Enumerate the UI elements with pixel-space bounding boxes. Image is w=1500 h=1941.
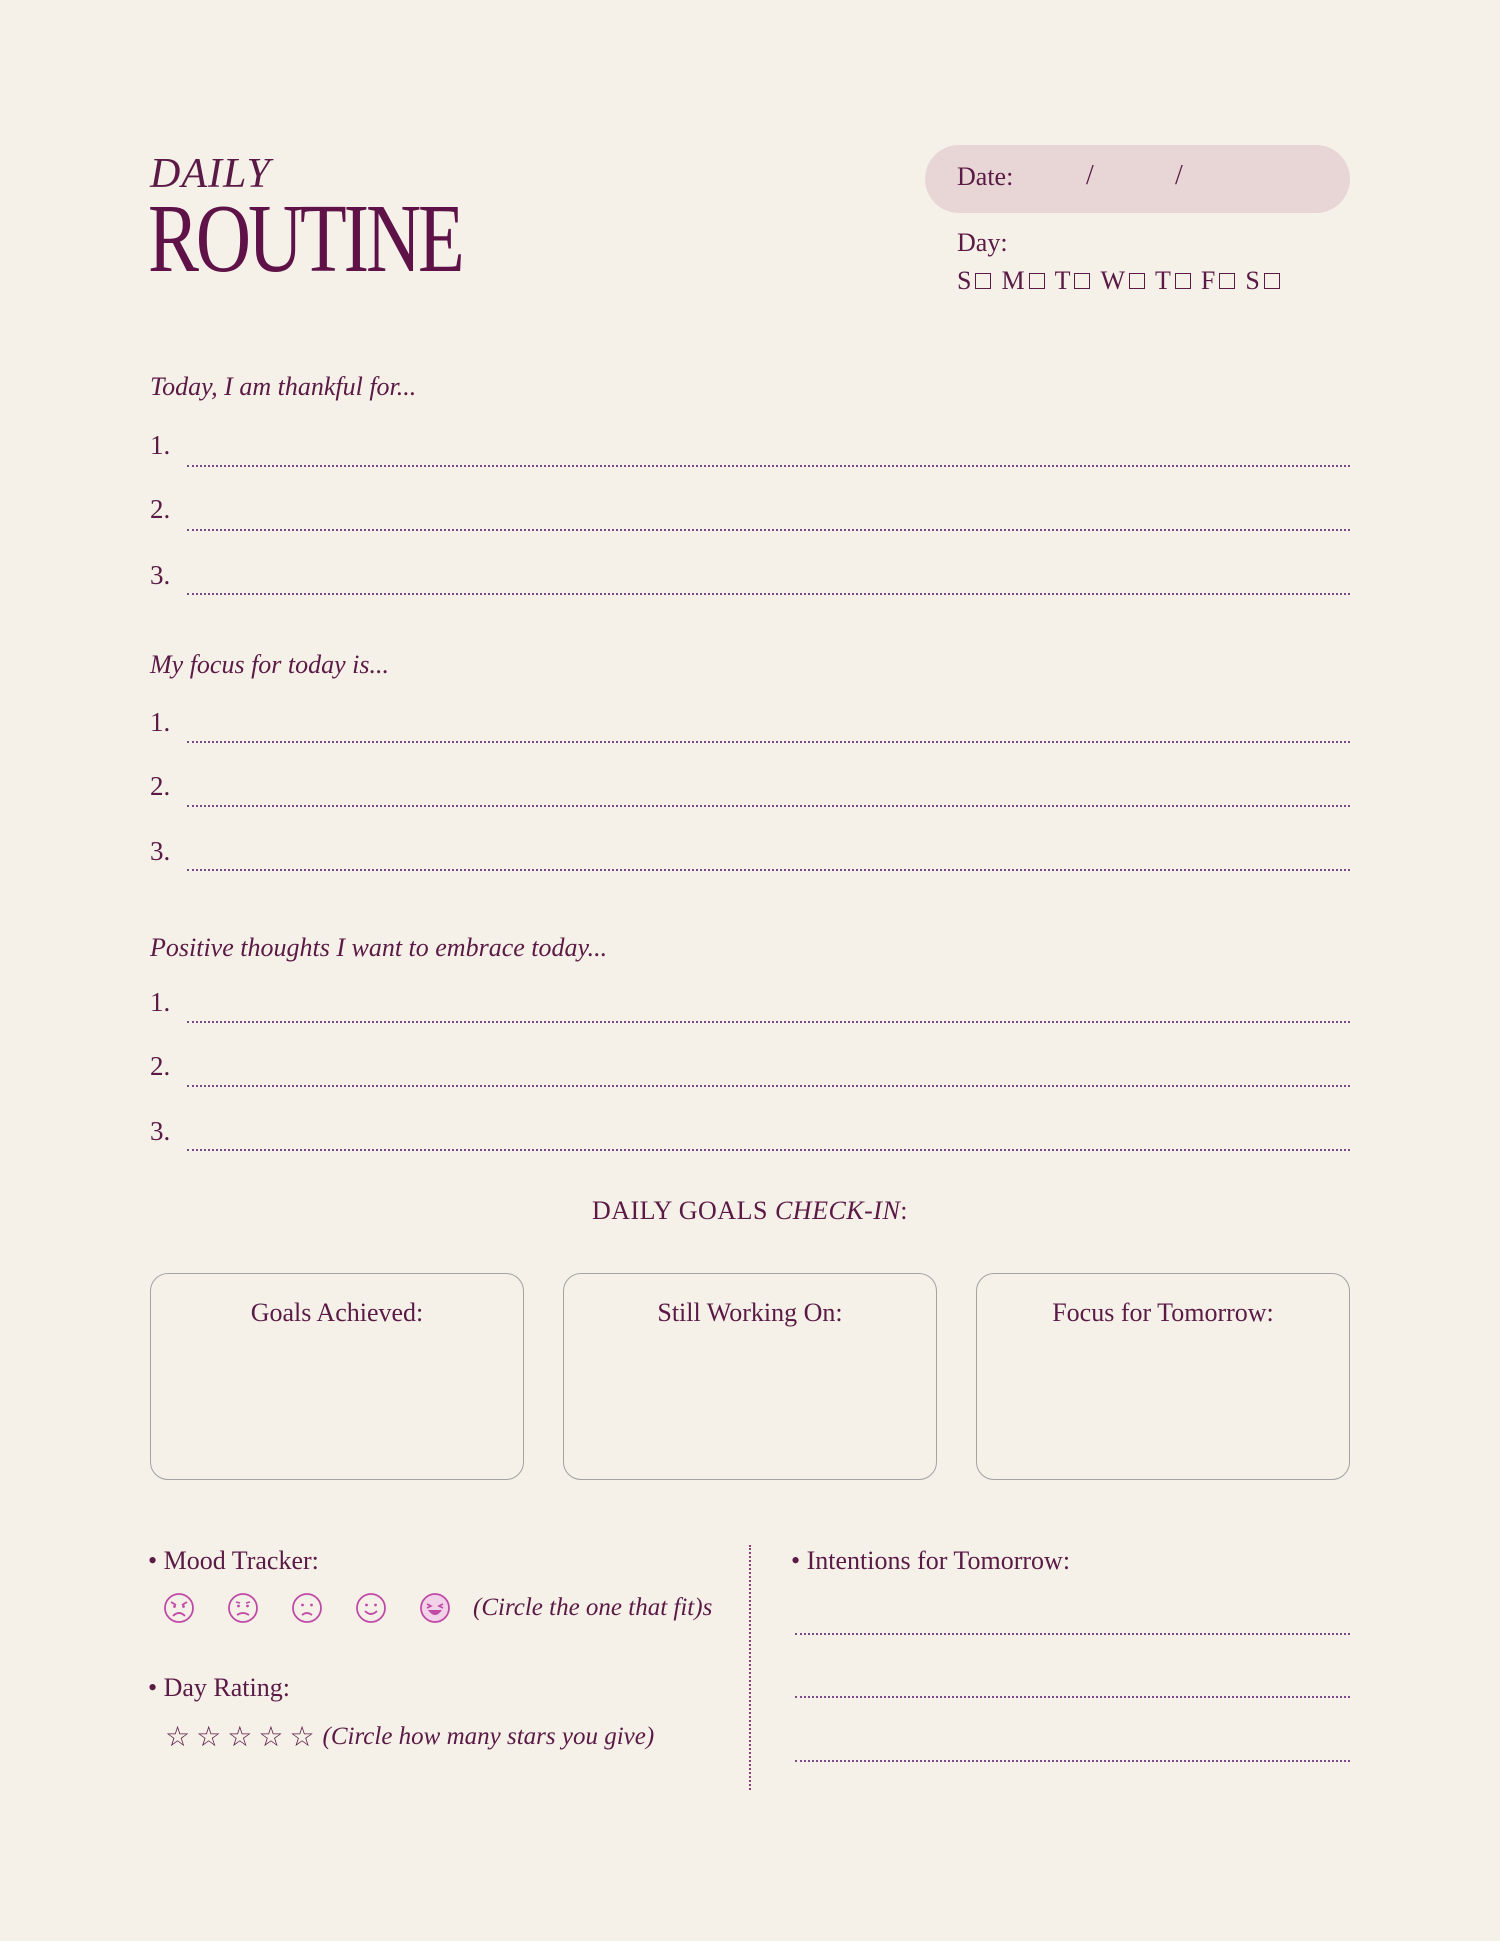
mood-tracker-note: (Circle the one that fit)s — [473, 1594, 713, 1621]
day-option[interactable] — [1100, 266, 1149, 296]
day-option[interactable] — [1155, 266, 1195, 296]
star-icon[interactable]: ☆ — [196, 1720, 222, 1753]
focus-line-1[interactable] — [187, 741, 1350, 743]
day-option[interactable] — [1055, 266, 1095, 296]
day-label: Day: — [957, 228, 1008, 257]
list-number: 3. — [150, 836, 171, 866]
still-working-on-label: Still Working On: — [657, 1298, 843, 1327]
angry-face-icon[interactable] — [163, 1592, 195, 1624]
list-number: 3. — [150, 560, 171, 590]
star-icon[interactable]: ☆ — [227, 1720, 253, 1753]
positive-line-3[interactable] — [187, 1149, 1350, 1151]
list-number: 1. — [150, 430, 171, 460]
goals-achieved-box[interactable] — [150, 1273, 524, 1480]
day-checkbox[interactable] — [975, 273, 991, 289]
list-number: 1. — [150, 987, 171, 1017]
goals-heading-italic: CHECK-IN — [774, 1196, 901, 1225]
day-checkbox[interactable] — [1219, 273, 1235, 289]
positive-thoughts-heading: Positive thoughts I want to embrace today... — [150, 933, 608, 962]
day-checkbox[interactable] — [1074, 273, 1090, 289]
day-rating-note: (Circle how many stars you give) — [322, 1722, 655, 1750]
vertical-divider — [749, 1545, 751, 1790]
goals-checkin-heading — [0, 1196, 1500, 1226]
still-working-on-box[interactable] — [563, 1273, 937, 1480]
goals-achieved-label: Goals Achieved: — [250, 1298, 424, 1327]
focus-heading: My focus for today is... — [150, 650, 390, 679]
star-rating-row — [165, 1720, 654, 1753]
thankful-line-2[interactable] — [187, 529, 1350, 531]
focus-line-3[interactable] — [187, 869, 1350, 871]
day-checkbox[interactable] — [1129, 273, 1145, 289]
day-letter: S — [957, 266, 972, 295]
star-icon[interactable]: ☆ — [165, 1720, 191, 1753]
thankful-line-1[interactable] — [187, 465, 1350, 467]
day-checkbox[interactable] — [1264, 273, 1280, 289]
focus-for-tomorrow-label: Focus for Tomorrow: — [1052, 1298, 1274, 1327]
date-separator: / — [1175, 160, 1183, 191]
day-option[interactable] — [1245, 266, 1283, 296]
intentions-line-2[interactable] — [795, 1696, 1350, 1698]
laughing-face-icon[interactable] — [419, 1592, 451, 1624]
day-checkbox-row — [957, 266, 1290, 296]
star-icon[interactable]: ☆ — [258, 1720, 284, 1753]
intentions-line-1[interactable] — [795, 1633, 1350, 1635]
thankful-line-3[interactable] — [187, 593, 1350, 595]
list-number: 2. — [150, 494, 171, 524]
mood-tracker-row — [163, 1592, 712, 1624]
star-icon[interactable]: ☆ — [289, 1720, 315, 1753]
intentions-line-3[interactable] — [795, 1760, 1350, 1762]
intentions-label: • Intentions for Tomorrow: — [791, 1546, 1071, 1575]
focus-for-tomorrow-box[interactable] — [976, 1273, 1350, 1480]
day-option[interactable] — [957, 266, 995, 296]
day-checkbox[interactable] — [1175, 273, 1191, 289]
date-separator: / — [1086, 160, 1094, 191]
title-daily: DAILY — [150, 151, 271, 197]
positive-line-2[interactable] — [187, 1085, 1350, 1087]
mood-tracker-label: • Mood Tracker: — [148, 1546, 319, 1575]
day-letter: M — [1001, 266, 1025, 295]
smile-face-icon[interactable] — [355, 1592, 387, 1624]
date-label: Date: — [957, 162, 1014, 191]
list-number: 1. — [150, 707, 171, 737]
day-option[interactable] — [1201, 266, 1239, 296]
focus-line-2[interactable] — [187, 805, 1350, 807]
goals-heading-plain: DAILY GOALS — [591, 1196, 775, 1225]
positive-line-1[interactable] — [187, 1021, 1350, 1023]
sad-face-icon[interactable] — [291, 1592, 323, 1624]
day-rating-label: • Day Rating: — [148, 1673, 290, 1702]
list-number: 2. — [150, 771, 171, 801]
day-letter: T — [1054, 266, 1071, 295]
title-routine: ROUTINE — [148, 185, 462, 293]
day-letter: T — [1155, 266, 1171, 295]
day-option[interactable] — [1001, 266, 1048, 296]
day-letter: S — [1245, 266, 1260, 295]
list-number: 2. — [150, 1051, 171, 1081]
day-letter: F — [1200, 266, 1216, 295]
day-checkbox[interactable] — [1029, 273, 1045, 289]
frown-face-icon[interactable] — [227, 1592, 259, 1624]
list-number: 3. — [150, 1116, 171, 1146]
day-letter: W — [1100, 266, 1126, 295]
goals-heading-colon: : — [900, 1196, 909, 1225]
thankful-heading: Today, I am thankful for... — [150, 372, 417, 401]
